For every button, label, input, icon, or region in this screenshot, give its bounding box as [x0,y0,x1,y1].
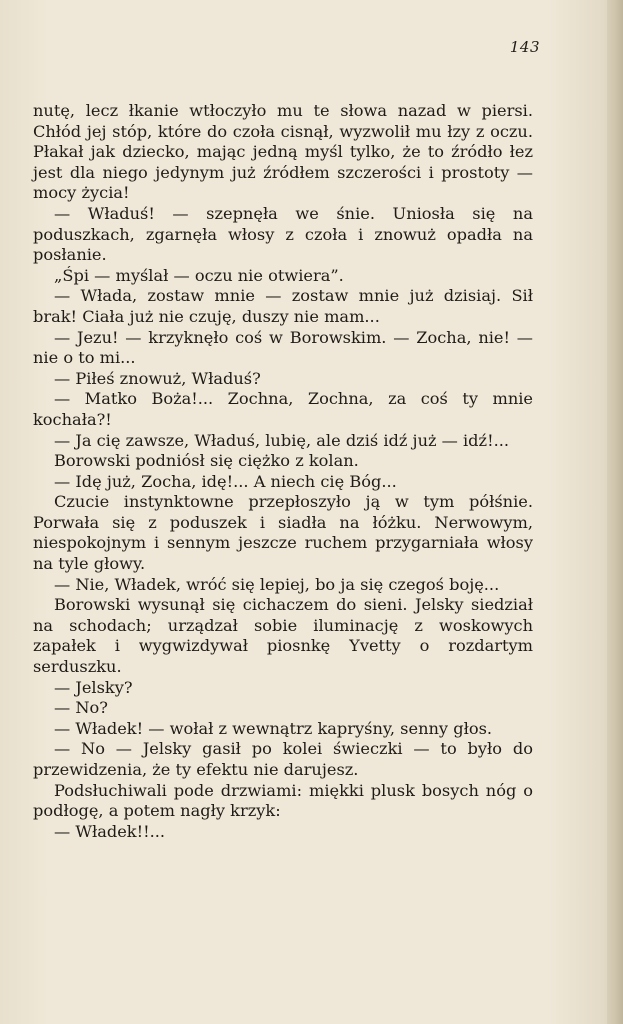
paragraph: Podsłuchiwali pode drzwiami: miękki plusk bosych nóg o podłogę, a potem nagły krzyk: [33,780,533,821]
paragraph: — Piłeś znowuż, Właduś? [54,368,261,388]
body-text [33,101,533,842]
paragraph: — Władek! — wołał z wewnątrz kapryśny, senny głos. [54,718,493,738]
paragraph: Czucie instynktowne przepłoszyło ją w tym półśnie. Porwała się z poduszek i siadła na łóżku. Nerwowym, niespokojnym i sennym jeszcze ruchem przygarniała włosy na tyle głowy. [33,492,533,574]
paragraph: — No — Jelsky gasił po kolei świeczki — to było do przewidzenia, że ty efektu nie darujesz. [33,739,533,779]
paragraph: — Ja cię zawsze, Właduś, lubię, ale dziś idź już — idź!... [54,430,510,450]
paragraph: — Nie, Władek, wróć się lepiej, bo ja się czegoś boję... [54,574,500,594]
paragraph: „Śpi — myślał — oczu nie otwiera”. [54,265,344,285]
paragraph: — Włada, zostaw mnie — zostaw mnie już dzisiaj. Sił brak! Ciała już nie czuję, duszy nie mam... [33,286,533,326]
paragraph: — Jezu! — krzyknęło coś w Borowskim. — Zocha, nie! — nie o to mi... [33,327,533,368]
paragraph: — Władek!!... [54,821,166,841]
paragraph: Borowski wysunął się cichaczem do sieni. Jelsky siedział na schodach; urządzał sobie iluminację z woskowych zapałek i wygwizdywał piosnkę Yvetty o rozdartym serduszku. [33,595,533,677]
paragraph: — No? [54,698,108,718]
paragraph: nutę, lecz łkanie wtłoczyło mu te słowa nazad w piersi. Chłód jej stóp, które do czoła cisnął, wyzwolił mu łzy z oczu. Płakał jak dziecko, mając jedną myśl tylko, że to źródło łez jest dla niego jedynym już źródłem szczerości i prostoty — mocy życia! [33,101,533,203]
paragraph: — Jelsky? [54,677,133,697]
paragraph: — Właduś! — szepnęła we śnie. Uniosła się na poduszkach, zgarnęła włosy z czoła i znowuż opadła na posłanie. [33,203,533,265]
page-edge [607,0,623,1024]
page-number: 143 [509,38,540,56]
paragraph: — Matko Boża!... Zochna, Zochna, za coś ty mnie kochała?! [33,389,533,429]
paragraph: Borowski podniósł się ciężko z kolan. [54,451,359,471]
paragraph: — Idę już, Zocha, idę!... A niech cię Bóg... [54,471,397,491]
